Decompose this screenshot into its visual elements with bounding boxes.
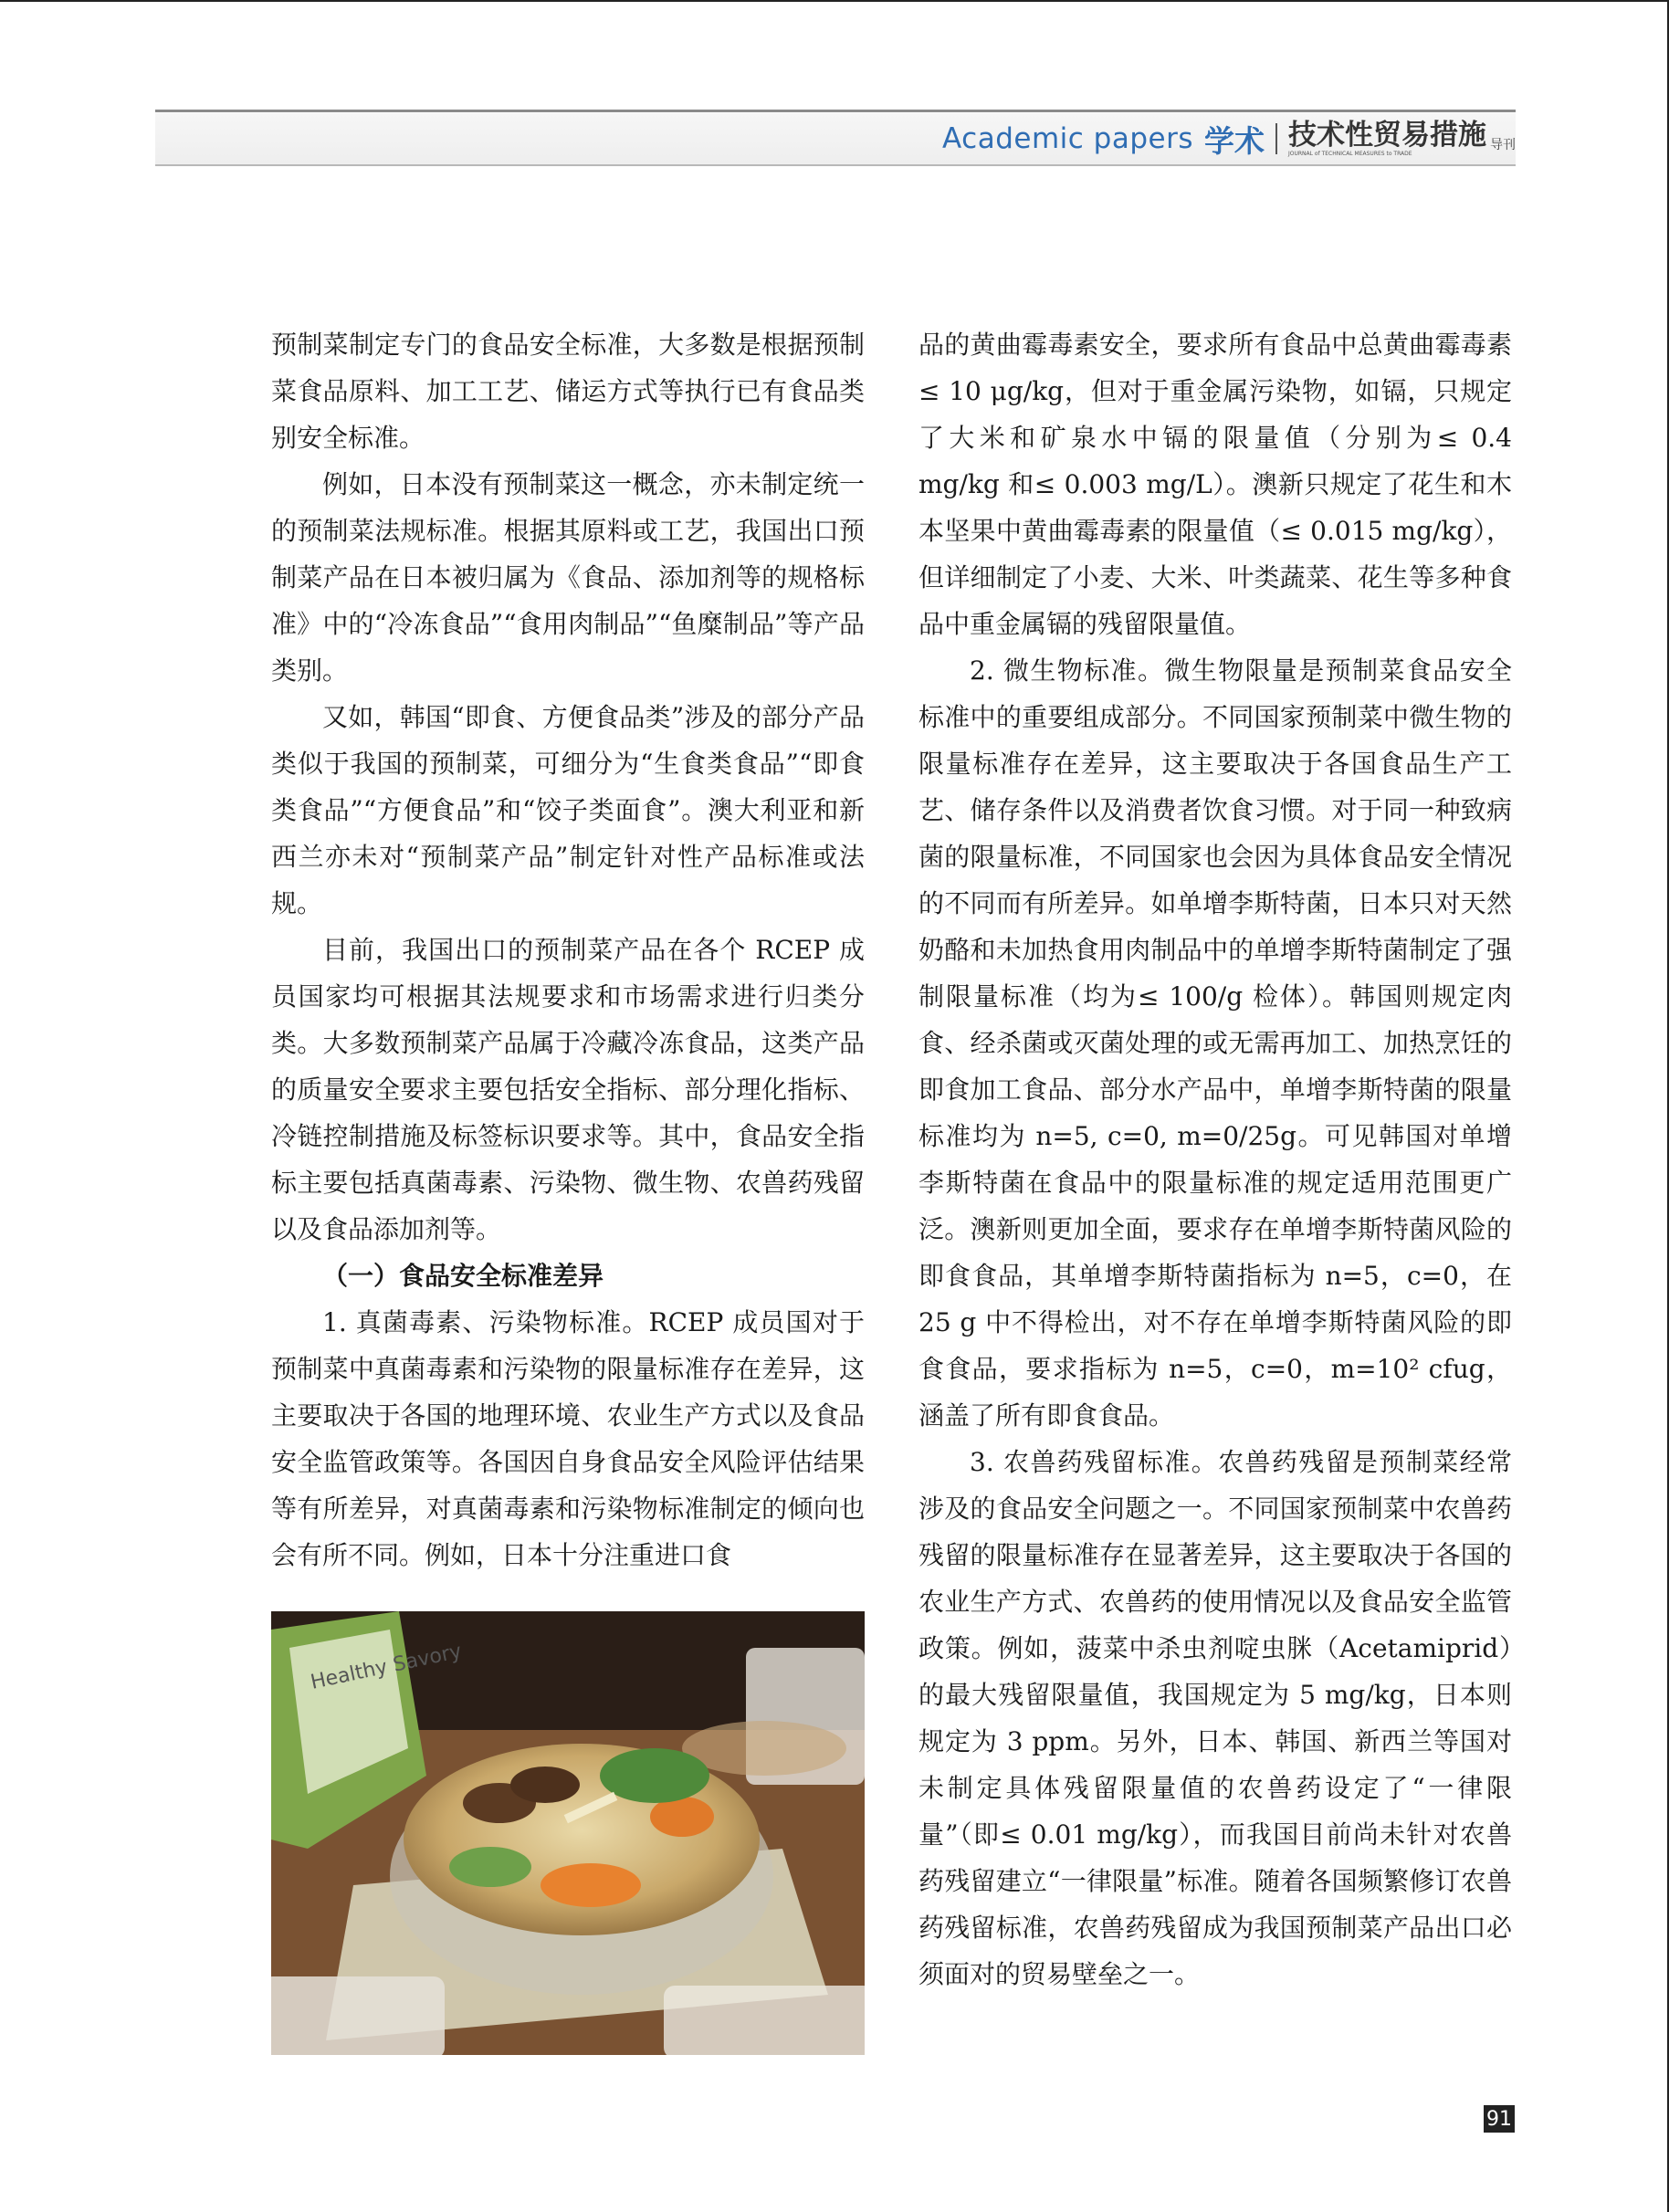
header-divider	[1275, 123, 1277, 154]
left-column	[271, 321, 865, 1578]
paragraph: 3. 农兽药残留标准。农兽药残留是预制菜经常涉及的食品安全问题之一。不同国家预制菜中农兽药残留的限量标准存在显著差异，这主要取决于各国的农业生产方式、农兽药的使用情况以及食品安全监管政策。例如，菠菜中杀虫剂啶虫脒（Acetamiprid）的最大残留限量值，我国规定为 5 mg/kg，日本则规定为 3 ppm。另外，日本、韩国、新西兰等国对未制定具体残留限量值的农兽药设定了“一律限量”（即≤ 0.01 mg/kg），而我国目前尚未针对农兽药残留建立“一律限量”标准。随着各国频繁修订农兽药残留标准，农兽药残留成为我国预制菜产品出口必须面对的贸易壁垒之一。	[918, 1447, 1512, 1989]
header-section-zh: 学术	[1204, 122, 1265, 159]
journal-logo	[1288, 118, 1486, 157]
journal-tag: 导刊	[1490, 138, 1516, 152]
paragraph: 又如，韩国“即食、方便食品类”涉及的部分产品类似于我国的预制菜，可细分为“生食类食品”“即食类食品”“方便食品”和“饺子类面食”。澳大利亚和新西兰亦未对“预制菜产品”制定针对性产品标准或法规。	[271, 702, 865, 918]
journal-name: 技术性贸易措施	[1288, 118, 1486, 152]
right-column	[918, 321, 1512, 1997]
paragraph: 2. 微生物标准。微生物限量是预制菜食品安全标准中的重要组成部分。不同国家预制菜中微生物的限量标准存在差异，这主要取决于各国食品生产工艺、储存条件以及消费者饮食习惯。对于同一种致病菌的限量标准，不同国家也会因为具体食品安全情况的不同而有所差异。如单增李斯特菌，日本只对天然奶酪和未加热食用肉制品中的单增李斯特菌制定了强制限量标准（均为≤ 100/g 检体）。韩国则规定肉食、经杀菌或灭菌处理的或无需再加工、加热烹饪的即食加工食品、部分水产品中，单增李斯特菌的限量标准均为 n=5, c=0, m=0/25g。可见韩国对单增李斯特菌在食品中的限量标准的规定适用范围更广泛。澳新则更加全面，要求存在单增李斯特菌风险的即食食品，其单增李斯特菌指标为 n=5，c=0，在 25 g 中不得检出，对不存在单增李斯特菌风险的即食食品，要求指标为 n=5，c=0，m=10² cfug，涵盖了所有即食食品。	[918, 655, 1512, 1431]
bok-choy	[449, 1847, 531, 1887]
plastic-container	[271, 1976, 445, 2055]
header-rule	[155, 110, 1516, 112]
paragraph: 例如，日本没有预制菜这一概念，亦未制定统一的预制菜法规标准。根据其原料或工艺，我国出口预制菜产品在日本被归属为《食品、添加剂等的规格标准》中的“冷冻食品”“食用肉制品”“鱼糜制品”等产品类别。	[271, 469, 865, 686]
header-section-en: Academic papers	[942, 122, 1193, 155]
page-number: 91	[1484, 2105, 1515, 2133]
plastic-container	[664, 1986, 865, 2055]
section-heading: （一）食品安全标准差异	[322, 1261, 604, 1291]
food-photo	[271, 1611, 865, 2055]
journal-subtitle: JOURNAL of TECHNICAL MEASURES to TRADE	[1288, 150, 1412, 157]
paragraph: 预制菜制定专门的食品安全标准，大多数是根据预制菜食品原料、加工工艺、储运方式等执行已有食品类别安全标准。	[271, 330, 865, 453]
bok-choy	[600, 1748, 709, 1803]
mushroom	[510, 1766, 580, 1803]
soup-bowl-illustration	[271, 1611, 865, 2055]
page-top-border	[0, 0, 1669, 2]
package-text: Healthy Savory	[309, 1640, 464, 1694]
paragraph: 品的黄曲霉毒素安全，要求所有食品中总黄曲霉毒素≤ 10 μg/kg，但对于重金属污染物，如镉，只规定了大米和矿泉水中镉的限量值（分别为≤ 0.4 mg/kg 和≤ 0.003 mg/L）。澳新只规定了花生和木本坚果中黄曲霉毒素的限量值（≤ 0.015 mg/kg），但详细制定了小麦、大米、叶类蔬菜、花生等多种食品中重金属镉的残留限量值。	[918, 330, 1512, 639]
running-header	[155, 113, 1516, 166]
paragraph: 目前，我国出口的预制菜产品在各个 RCEP 成员国家均可根据其法规要求和市场需求进行归类分类。大多数预制菜产品属于冷藏冷冻食品，这类产品的质量安全要求主要包括安全指标、部分理化指标、冷链控制措施及标签标识要求等。其中，食品安全指标主要包括真菌毒素、污染物、微生物、农兽药残留以及食品添加剂等。	[271, 935, 865, 1244]
paragraph: 1. 真菌毒素、污染物标准。RCEP 成员国对于预制菜中真菌毒素和污染物的限量标准存在差异，这主要取决于各国的地理环境、农业生产方式以及食品安全监管政策等。各国因自身食品安全风险评估结果等有所差异，对真菌毒素和污染物标准制定的倾向也会有所不同。例如，日本十分注重进口食	[271, 1307, 865, 1570]
carrot	[541, 1863, 641, 1907]
header-title-group	[942, 119, 1516, 159]
